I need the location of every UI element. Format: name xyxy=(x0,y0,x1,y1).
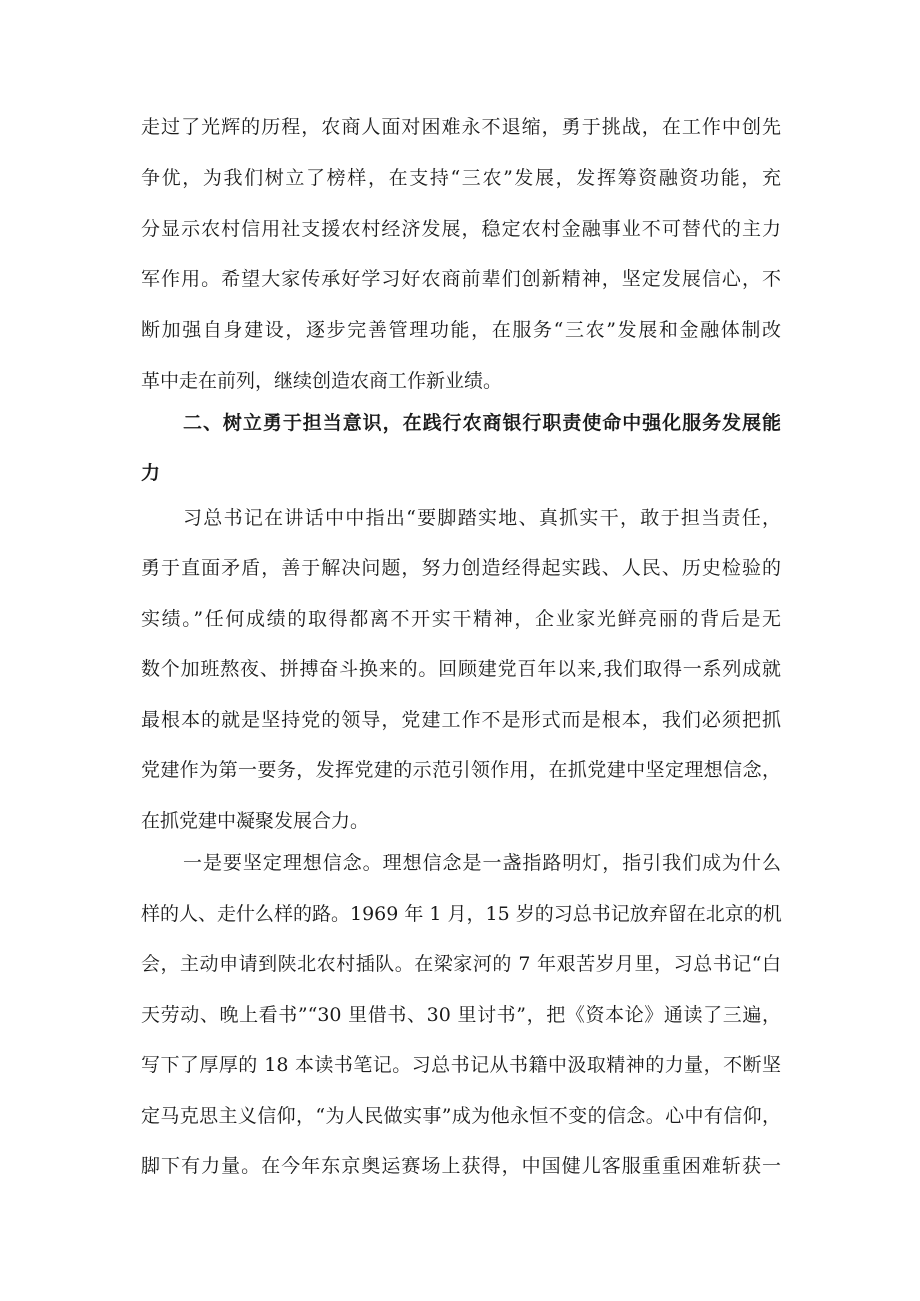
paragraph-1-line-6: 革中走在前列，继续创造农商工作新业绩。 xyxy=(141,370,503,392)
paragraph-3-line-7: 在抓党建中凝聚发展合力。 xyxy=(141,810,370,832)
paragraph-1-line-4: 军作用。希望大家传承好学习好农商前辈们创新精神，坚定发展信心，不 xyxy=(141,268,781,290)
paragraph-1-line-5: 断加强自身建设，逐步完善管理功能，在服务“三农”发展和金融体制改 xyxy=(141,319,781,341)
paragraph-3-line-5: 最根本的就是坚持党的领导，党建工作不是形式而是根本，我们必须把抓 xyxy=(141,709,781,731)
paragraph-4-line-6: 定马克思主义信仰，“为人民做实事”成为他永恒不变的信念。心中有信仰， xyxy=(141,1105,781,1127)
paragraph-4-line-4: 天劳动、晚上看书”“30 里借书、30 里讨书”，把《资本论》通读了三遍， xyxy=(141,1004,781,1026)
paragraph-3-line-4: 数个加班熬夜、拼搏奋斗换来的。回顾建党百年以来,我们取得一系列成就 xyxy=(141,658,781,680)
paragraph-4-line-1: 一是要坚定理想信念。理想信念是一盏指路明灯，指引我们成为什么 xyxy=(183,852,781,874)
paragraph-1-line-3: 分显示农村信用社支援农村经济发展，稳定农村金融事业不可替代的主力 xyxy=(141,218,781,240)
paragraph-1-line-1: 走过了光辉的历程，农商人面对困难永不退缩，勇于挑战，在工作中创先 xyxy=(141,116,781,138)
paragraph-4-line-2: 样的人、走什么样的路。1969 年 1 月，15 岁的习总书记放弃留在北京的机 xyxy=(141,903,782,925)
paragraph-3-line-6: 党建作为第一要务，发挥党建的示范引领作用，在抓党建中坚定理想信念， xyxy=(141,759,781,781)
paragraph-3-line-2: 勇于直面矛盾，善于解决问题，努力创造经得起实践、人民、历史检验的 xyxy=(141,557,781,579)
paragraph-3-line-3: 实绩。”任何成绩的取得都离不开实干精神，企业家光鲜亮丽的背后是无 xyxy=(141,608,781,630)
paragraph-1-line-2: 争优，为我们树立了榜样，在支持“三农”发展，发挥筹资融资功能，充 xyxy=(141,167,781,189)
paragraph-3-line-1: 习总书记在讲话中中指出“要脚踏实地、真抓实干，敢于担当责任， xyxy=(183,507,781,529)
section-heading-line-2: 力 xyxy=(141,462,161,484)
paragraph-4-line-3: 会，主动申请到陕北农村插队。在梁家河的 7 年艰苦岁月里，习总书记“白 xyxy=(141,953,781,975)
paragraph-4-line-7: 脚下有力量。在今年东京奥运赛场上获得，中国健儿客服重重困难斩获一 xyxy=(141,1155,781,1177)
section-heading-line-1: 二、树立勇于担当意识，在践行农商银行职责使命中强化服务发展能 xyxy=(183,412,781,434)
paragraph-4-line-5: 写下了厚厚的 18 本读书笔记。习总书记从书籍中汲取精神的力量，不断坚 xyxy=(141,1054,781,1076)
